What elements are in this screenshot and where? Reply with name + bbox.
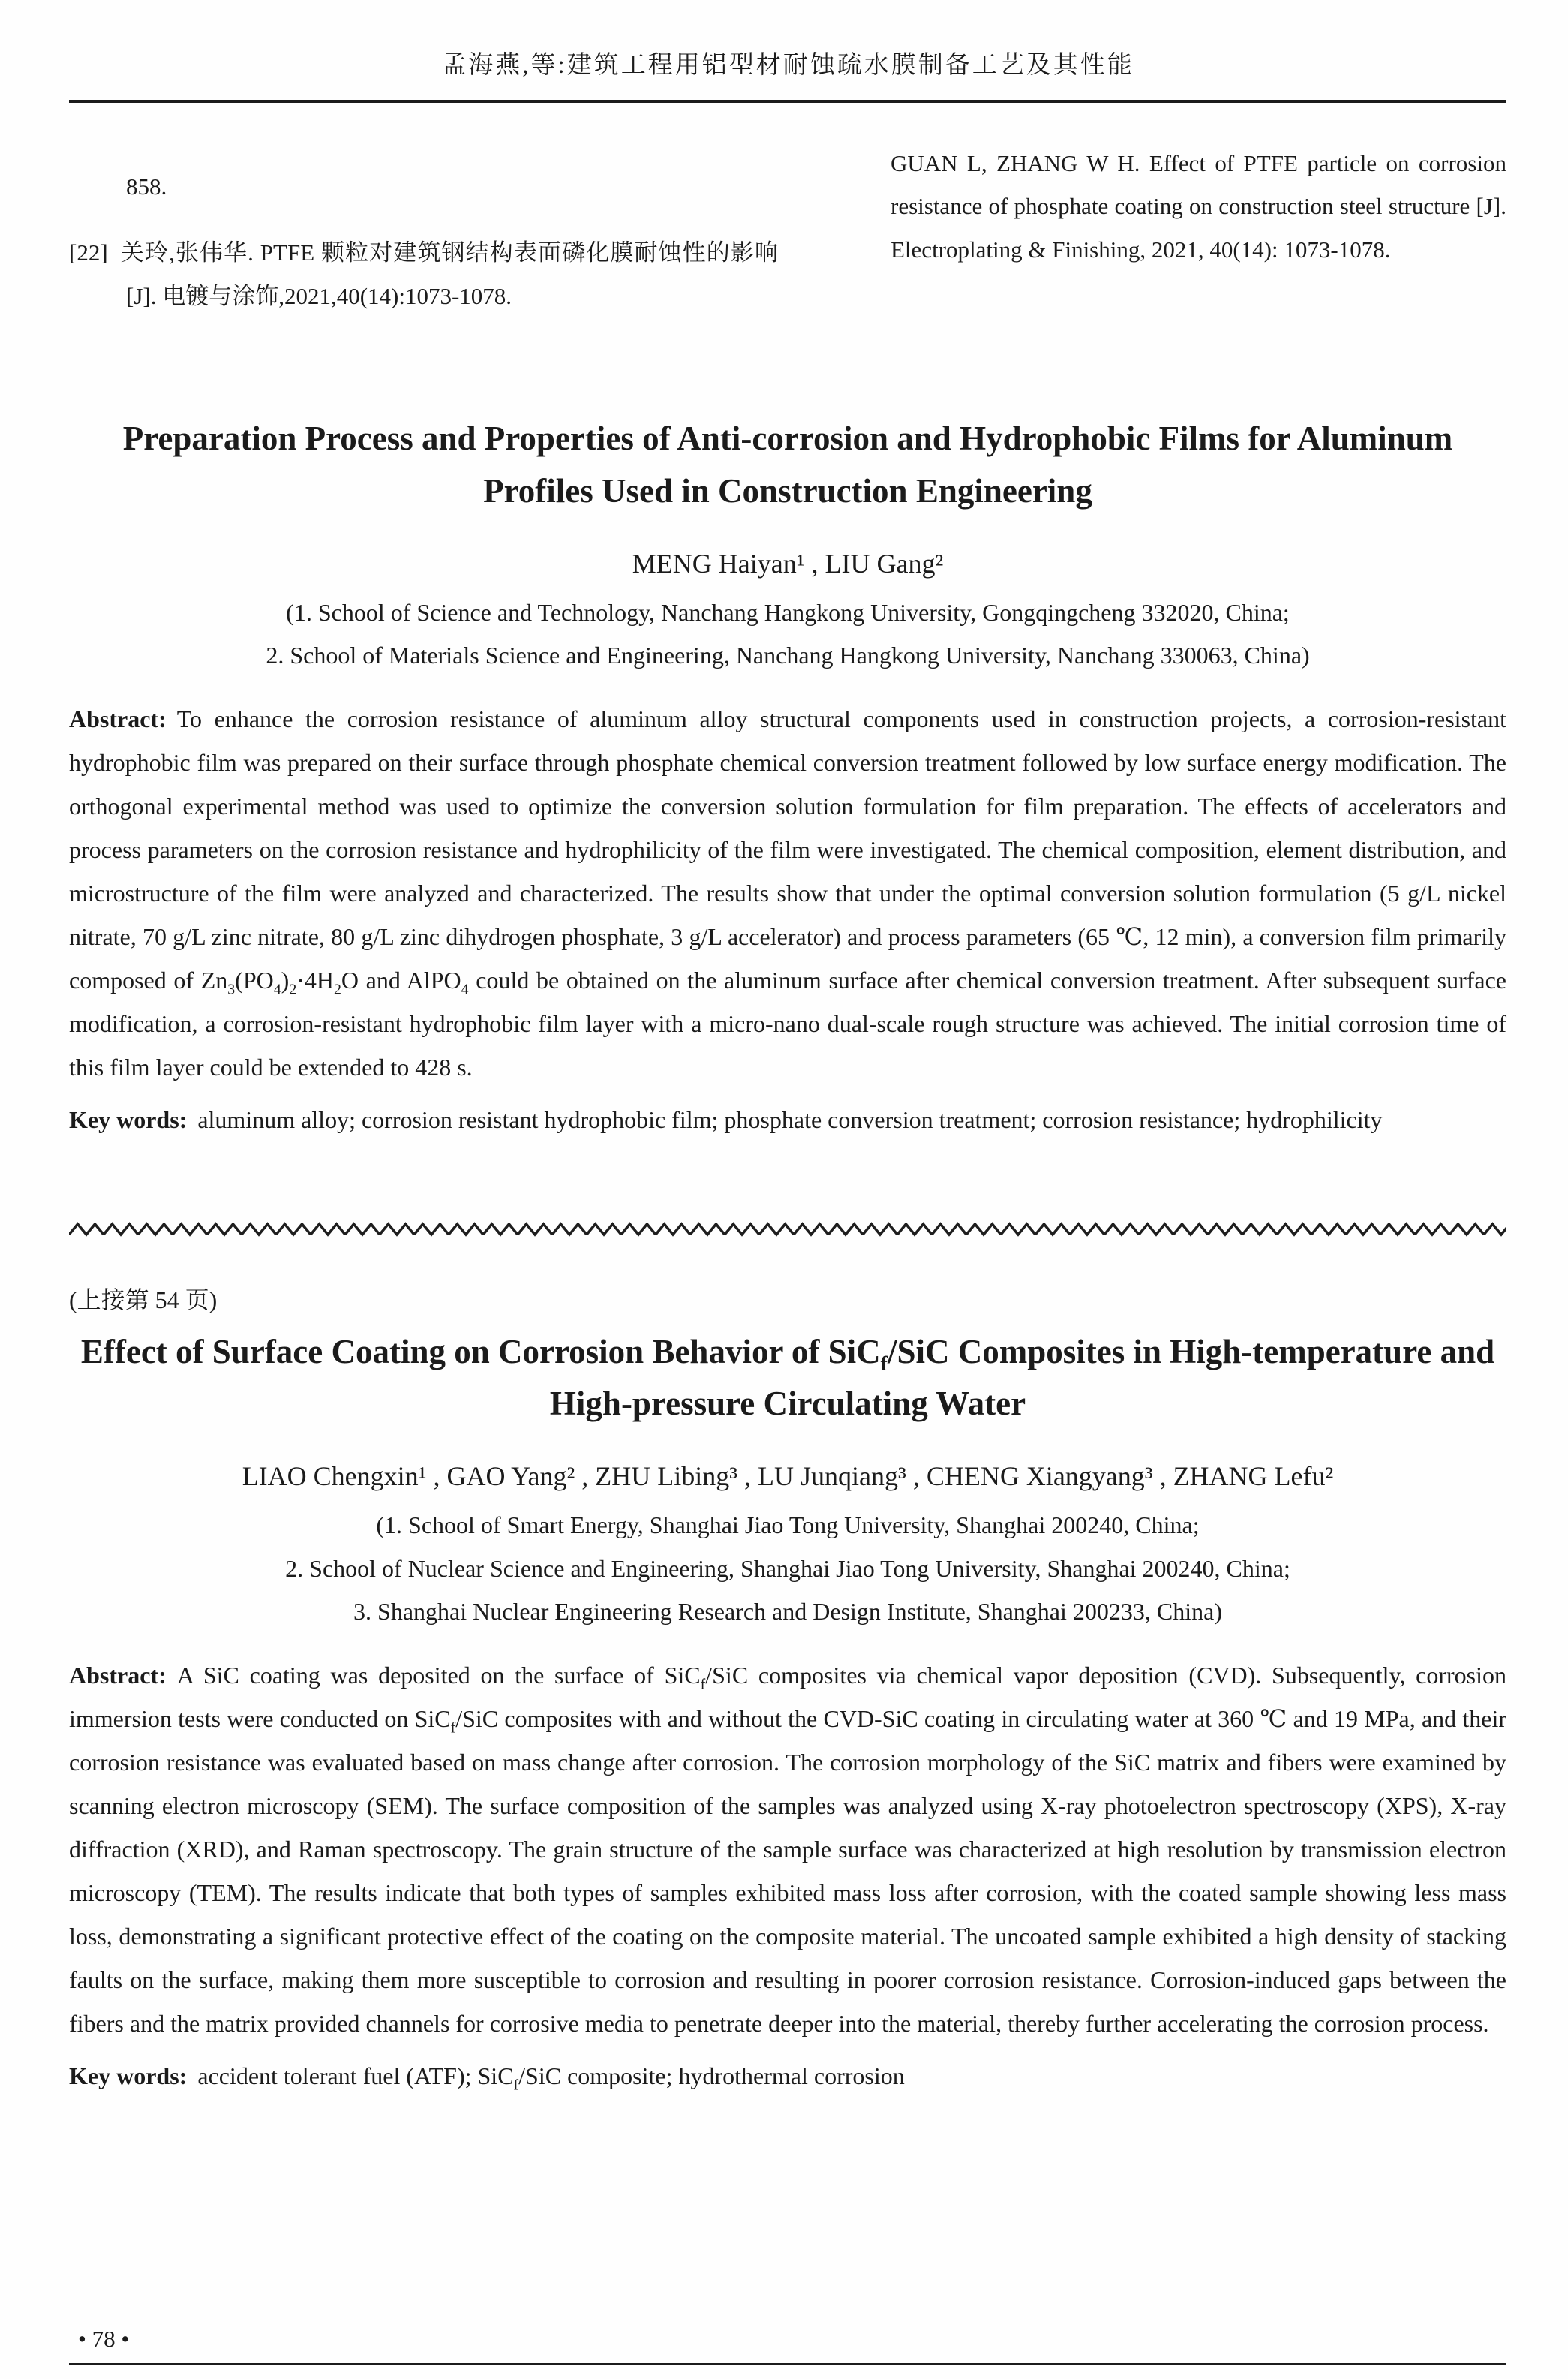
paper1-title: Preparation Process and Properties of Anti-corrosion and Hydrophobic Films for Aluminum Profiles Used in Construction Engineering bbox=[122, 420, 1453, 510]
paper2-keywords bbox=[69, 2054, 1506, 2098]
paper1-abstract bbox=[69, 697, 1506, 1089]
references-left-column bbox=[69, 142, 778, 341]
page-footer bbox=[69, 2326, 1506, 2365]
paper1-affiliations bbox=[69, 591, 1506, 678]
affiliation-line: 2. School of Materials Science and Engineering, Nanchang Hangkong University, Nanchang 330063, China) bbox=[266, 642, 1310, 669]
keywords-label: Key words: bbox=[69, 1105, 188, 1133]
paper1-authors: MENG Haiyan¹ , LIU Gang² bbox=[632, 548, 944, 579]
keywords-text: aluminum alloy; corrosion resistant hydrophobic film; phosphate conversion treatment; corrosion resistance; hydrophilicity bbox=[197, 1105, 1383, 1133]
footer-rule bbox=[69, 2363, 1506, 2365]
continuation-note: (上接第 54 页) bbox=[69, 1286, 218, 1313]
reference-text-en: GUAN L, ZHANG W H. Effect of PTFE particle on corrosion resistance of phosphate coating on construction steel structure [J]. Electroplating & Finishing, 2021, 40(14): 1073-1078. bbox=[891, 150, 1506, 263]
affiliation-line: (1. School of Science and Technology, Nanchang Hangkong University, Gongqingcheng 332020, China; bbox=[286, 598, 1290, 626]
reference-text-cn: 关玲,张伟华. PTFE 颗粒对建筑钢结构表面磷化膜耐蚀性的影响[J]. 电镀与涂饰,2021,40(14):1073-1078. bbox=[119, 239, 778, 309]
abstract-text: A SiC coating was deposited on the surface of SiC$_f$/SiC composites via chemical vapor deposition (CVD). Subsequently, corrosion immersion tests were conducted on SiC$_f$/SiC composites with and without the CVD-SiC coating in circulating water at 360 ℃ and 19 MPa, and their corrosion resistance was evaluated based on mass change after corrosion. The corrosion morphology of the SiC matrix and fibers were examined by scanning electron microscopy (SEM). The surface composition of the samples was analyzed using X-ray photoelectron spectroscopy (XPS), X-ray diffraction (XRD), and Raman spectroscopy. The grain structure of the sample surface was characterized at high resolution by transmission electron microscopy (TEM). The results indicate that both types of samples exhibited mass loss after corrosion, with the coated sample showing less mass loss, demonstrating a significant protective effect of the coating on the composite material. The uncoated sample exhibited a high density of stacking faults on the surface, making them more susceptible to corrosion and resulting in poorer corrosion resistance. Corrosion-induced gaps between the fibers and the matrix provided channels for corrosive media to penetrate deeper into the material, thereby further accelerating the corrosion process. bbox=[69, 1662, 1507, 2037]
abstract-label: Abstract: bbox=[69, 705, 167, 732]
article-2 bbox=[69, 1326, 1506, 2098]
paper1-keywords bbox=[69, 1098, 1506, 1141]
paper2-title: Effect of Surface Coating on Corrosion Behavior of SiC$_f$/SiC Composites in High-temperature and High-pressure Circulating Water bbox=[80, 1332, 1495, 1423]
reference-number: [22] bbox=[69, 239, 108, 266]
abstract-text: To enhance the corrosion resistance of aluminum alloy structural components used in construction projects, a corrosion-resistant hydrophobic film was prepared on their surface through phosphate chemical conversion treatment followed by low surface energy modification. The orthogonal experimental method was used to optimize the conversion solution formulation for film preparation. The effects of accelerators and process parameters on the corrosion resistance and hydrophilicity of the film were investigated. The chemical composition, element distribution, and microstructure of the film were analyzed and characterized. The results show that under the optimal conversion solution formulation (5 g/L nickel nitrate, 70 g/L zinc nitrate, 80 g/L zinc dihydrogen phosphate, 3 g/L accelerator) and process parameters (65 ℃, 12 min), a conversion film primarily composed of $Zn_3(PO_4)_2\cdot 4H_2O$ and AlPO$_4$ could be obtained on the aluminum surface after chemical conversion treatment. After subsequent surface modification, a corrosion-resistant hydrophobic film layer with a micro-nano dual-scale rough structure was achieved. The initial corrosion time of this film layer could be extended to 428 s. bbox=[69, 705, 1507, 1081]
keywords-text: accident tolerant fuel (ATF); SiC$_f$/SiC composite; hydrothermal corrosion bbox=[197, 2062, 905, 2094]
section-divider bbox=[69, 1220, 1506, 1239]
abstract-label: Abstract: bbox=[69, 1662, 167, 1689]
reference-item bbox=[69, 231, 778, 317]
references-right-column bbox=[891, 142, 1506, 341]
header-rule bbox=[69, 100, 1506, 103]
references-section bbox=[69, 142, 1506, 341]
running-head: 孟海燕,等:建筑工程用铝型材耐蚀疏水膜制备工艺及其性能 bbox=[441, 52, 1134, 79]
reference-carryover: 858. bbox=[126, 173, 167, 200]
affiliation-line: 3. Shanghai Nuclear Engineering Research and Design Institute, Shanghai 200233, China) bbox=[353, 1598, 1222, 1626]
paper2-affiliations bbox=[69, 1504, 1506, 1634]
paper2-abstract bbox=[69, 1653, 1506, 2045]
keywords-label: Key words: bbox=[69, 2062, 188, 2089]
article-1 bbox=[69, 413, 1506, 1141]
page-number: • 78 • bbox=[78, 2326, 130, 2352]
affiliation-line: (1. School of Smart Energy, Shanghai Jiao Tong University, Shanghai 200240, China; bbox=[376, 1511, 1200, 1539]
affiliation-line: 2. School of Nuclear Science and Engineering, Shanghai Jiao Tong University, Shanghai 200240, China; bbox=[285, 1554, 1290, 1582]
wavy-divider-graphic bbox=[69, 1220, 1506, 1239]
paper2-authors: LIAO Chengxin¹ , GAO Yang² , ZHU Libing³ , LU Junqiang³ , CHENG Xiangyang³ , ZHANG Lefu² bbox=[242, 1461, 1334, 1492]
page-header bbox=[69, 29, 1506, 103]
